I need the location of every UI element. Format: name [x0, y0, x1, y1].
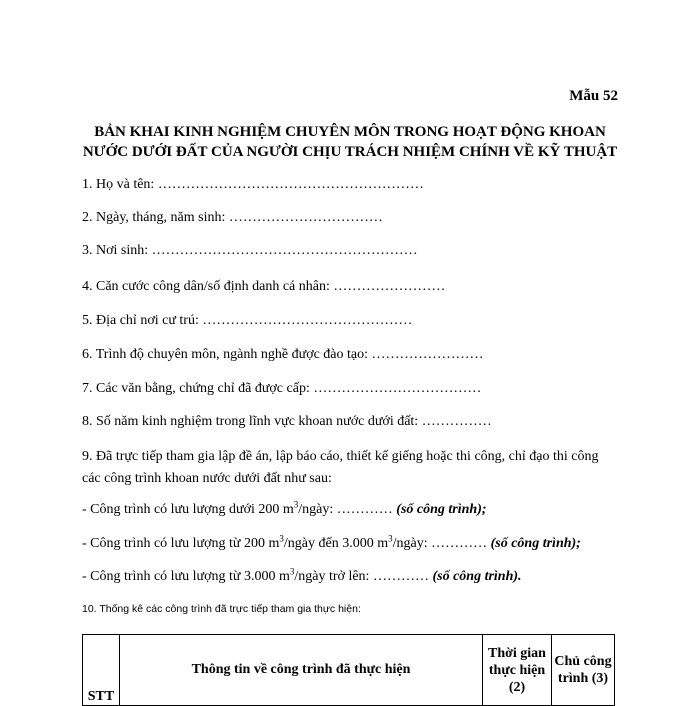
header-stt: STT	[83, 635, 120, 706]
work-over-3000: - Công trình có lưu lượng từ 3.000 $m^3$/ngày trở lên: ………… (số công trình).	[82, 566, 522, 584]
works-table	[82, 634, 615, 706]
header-project-info: Thông tin về công trình đã thực hiện	[120, 635, 483, 706]
table-header-row	[83, 635, 615, 706]
work-under-200: - Công trình có lưu lượng dưới 200 $m^3$/ngày: ………… (số công trình);	[82, 499, 487, 517]
item-9-paragraph: 9. Đã trực tiếp tham gia lập đề án, lập báo cáo, thiết kế giếng hoặc thi công, chỉ đạo thi công các công trình khoan nước dưới đất như sau:	[82, 449, 599, 486]
work-count-note: (số công trình).	[432, 569, 522, 584]
work-200-to-3000: - Công trình có lưu lượng từ 200 $m^3$/ngày đến 3.000 $m^3$/ngày: ………… (số công trình);	[82, 533, 581, 551]
form-code: Mẫu 52	[569, 88, 618, 104]
document-title	[80, 122, 620, 162]
field-full-name: 1. Họ và tên: …………………………………………………	[82, 177, 424, 192]
item-10-heading: 10. Thống kê các công trình đã trực tiếp tham gia thực hiện:	[82, 603, 361, 615]
field-residence: 5. Địa chỉ nơi cư trú: ………………………………………	[82, 313, 413, 328]
work-over-3000-text: - Công trình có lưu lượng từ 3.000 m	[82, 569, 290, 584]
work-count-note: (số công trình);	[396, 502, 487, 517]
field-place-of-birth: 3. Nơi sinh: …………………………………………………	[82, 243, 418, 258]
field-date-of-birth: 2. Ngày, tháng, năm sinh: ……………………………	[82, 210, 383, 225]
field-qualification: 6. Trình độ chuyên môn, ngành nghề được đào tạo: ……………………	[82, 347, 484, 362]
work-under-200-text: - Công trình có lưu lượng dưới 200 m	[82, 502, 294, 517]
title-line-2: NƯỚC DƯỚI ĐẤT CỦA NGƯỜI CHỊU TRÁCH NHIỆM CHÍNH VỀ KỸ THUẬT	[82, 144, 618, 160]
work-count-note: (số công trình);	[490, 536, 581, 551]
work-200-to-3000-text: - Công trình có lưu lượng từ 200 m	[82, 536, 280, 551]
field-certificates: 7. Các văn bằng, chứng chỉ đã được cấp: ………………………………	[82, 381, 482, 396]
title-line-1: BẢN KHAI KINH NGHIỆM CHUYÊN MÔN TRONG HOẠT ĐỘNG KHOAN	[94, 124, 606, 140]
field-experience-years: 8. Số năm kinh nghiệm trong lĩnh vực khoan nước dưới đất: ……………	[82, 414, 492, 429]
header-duration: Thời gian thực hiện (2)	[483, 635, 552, 706]
header-owner: Chủ công trình (3)	[552, 635, 615, 706]
field-id-number: 4. Căn cước công dân/số định danh cá nhân: ……………………	[82, 279, 446, 294]
